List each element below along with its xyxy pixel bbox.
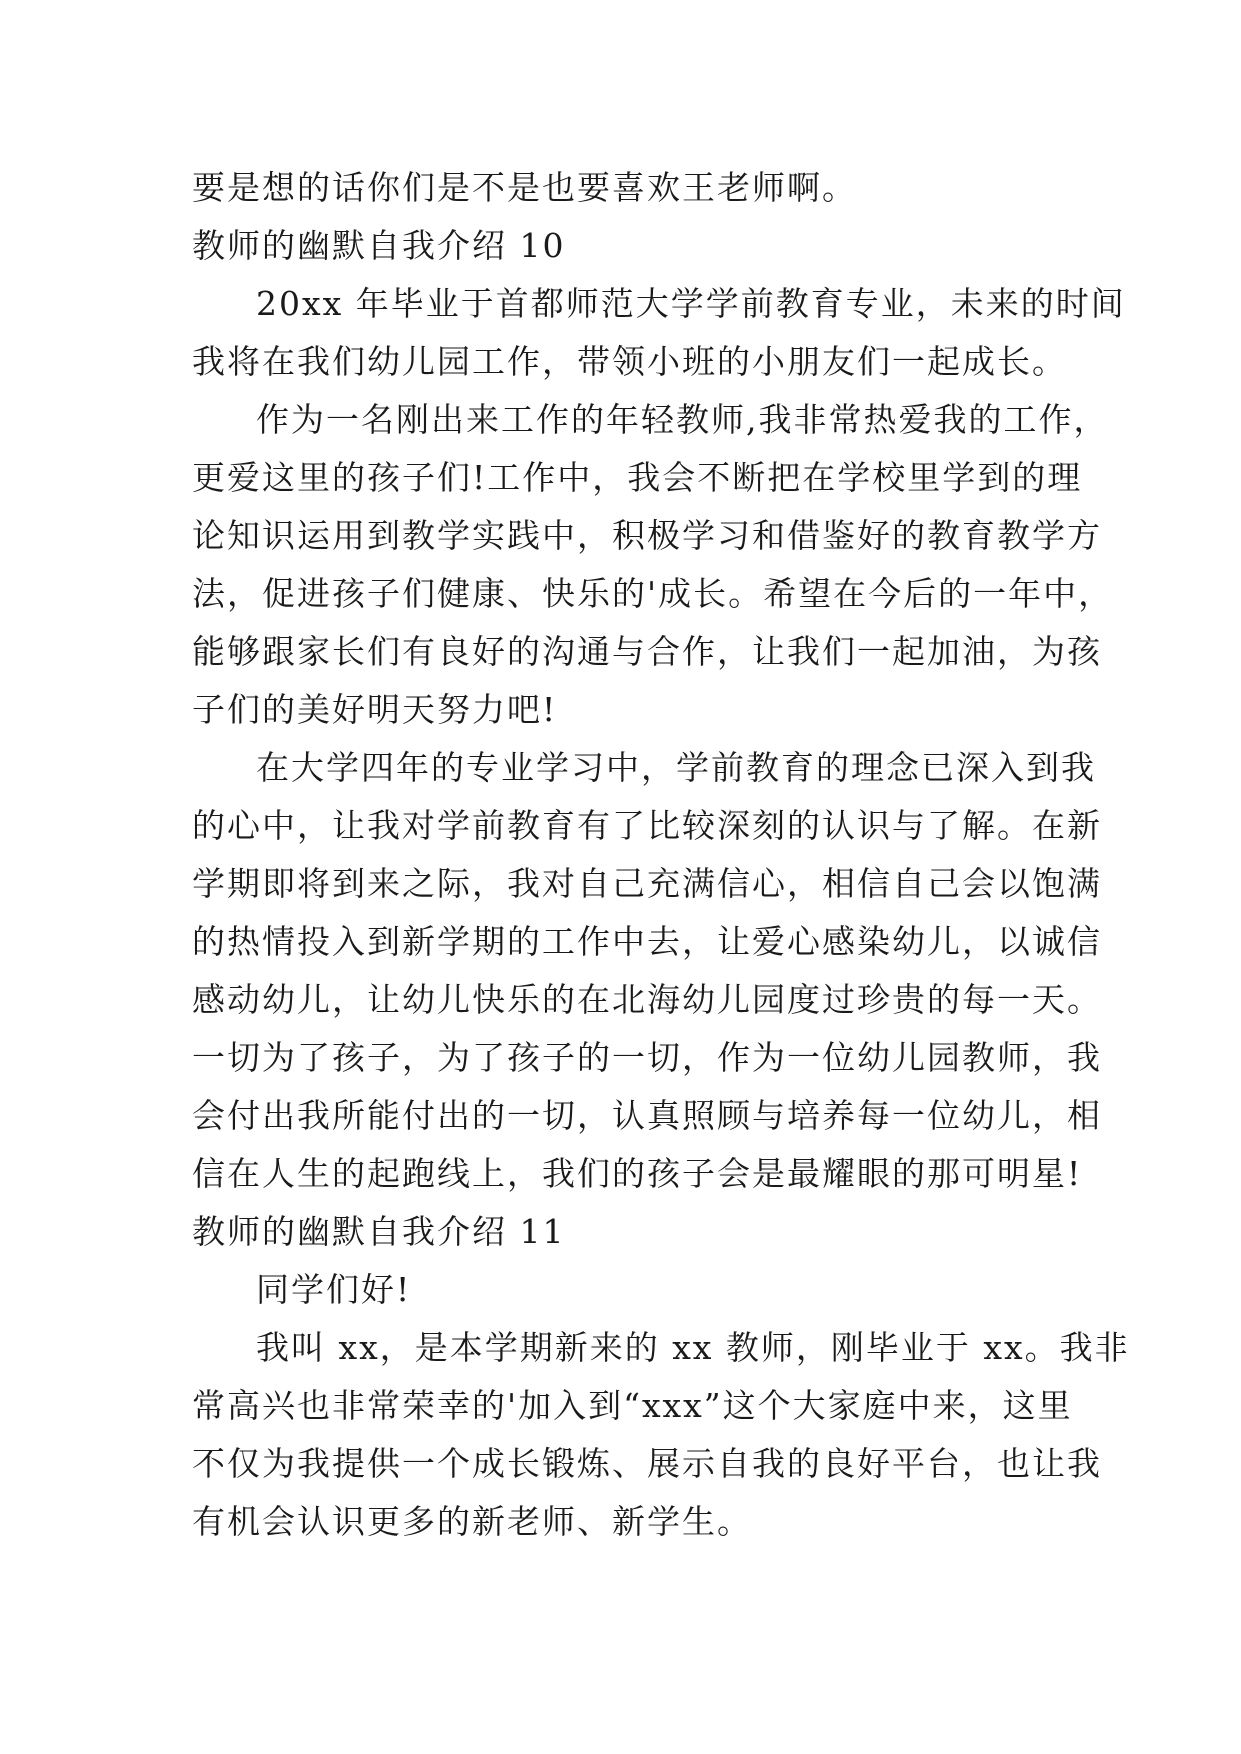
paragraph-line: 我将在我们幼儿园工作，带领小班的小朋友们一起成长。 [192, 342, 1067, 381]
section-heading: 教师的幽默自我介绍 11 [192, 1212, 566, 1251]
paragraph-line: 一切为了孩子，为了孩子的一切，作为一位幼儿园教师，我 [192, 1038, 1102, 1077]
paragraph-line: 在大学四年的专业学习中，学前教育的理念已深入到我 [256, 748, 1096, 787]
paragraph-line: 作为一名刚出来工作的年轻教师,我非常热爱我的工作， [256, 400, 1109, 439]
paragraph-line: 有机会认识更多的新老师、新学生。 [192, 1502, 752, 1541]
paragraph-line: 子们的美好明天努力吧! [192, 690, 558, 729]
paragraph-line: 我叫 xx，是本学期新来的 xx 教师，刚毕业于 xx。我非 [256, 1328, 1130, 1367]
paragraph-line: 更爱这里的孩子们!工作中，我会不断把在学校里学到的理 [192, 458, 1083, 497]
paragraph-line: 要是想的话你们是不是也要喜欢王老师啊。 [192, 168, 857, 207]
paragraph-line: 能够跟家长们有良好的沟通与合作，让我们一起加油，为孩 [192, 632, 1102, 671]
paragraph-line: 法，促进孩子们健康、快乐的'成长。希望在今后的一年中， [192, 574, 1114, 613]
paragraph-line: 20xx 年毕业于首都师范大学学前教育专业，未来的时间 [256, 284, 1126, 323]
paragraph-line: 的心中，让我对学前教育有了比较深刻的认识与了解。在新 [192, 806, 1102, 845]
paragraph-line: 感动幼儿，让幼儿快乐的在北海幼儿园度过珍贵的每一天。 [192, 980, 1102, 1019]
section-heading: 教师的幽默自我介绍 10 [192, 226, 566, 265]
paragraph-line: 的热情投入到新学期的工作中去，让爱心感染幼儿，以诚信 [192, 922, 1102, 961]
paragraph-line: 信在人生的起跑线上，我们的孩子会是最耀眼的那可明星! [192, 1154, 1083, 1193]
paragraph-line: 常高兴也非常荣幸的'加入到“xxx”这个大家庭中来，这里 [192, 1386, 1073, 1425]
paragraph-line: 不仅为我提供一个成长锻炼、展示自我的良好平台，也让我 [192, 1444, 1102, 1483]
paragraph-line: 学期即将到来之际，我对自己充满信心，相信自己会以饱满 [192, 864, 1102, 903]
paragraph-line: 同学们好! [256, 1270, 412, 1309]
paragraph-line: 会付出我所能付出的一切，认真照顾与培养每一位幼儿，相 [192, 1096, 1102, 1135]
paragraph-line: 论知识运用到教学实践中，积极学习和借鉴好的教育教学方 [192, 516, 1102, 555]
